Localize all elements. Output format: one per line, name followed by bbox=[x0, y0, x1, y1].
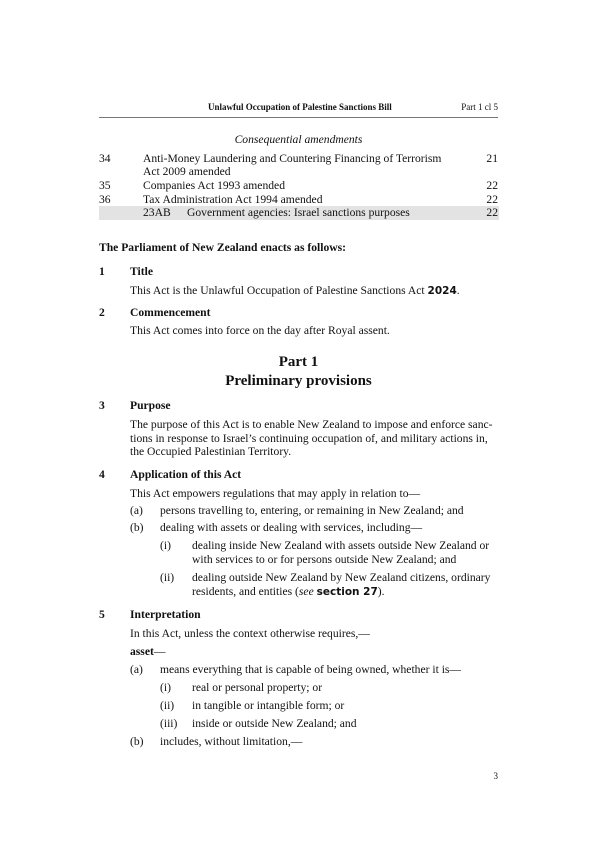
section-number: 4 bbox=[99, 468, 105, 481]
subparagraph-label: (ii) bbox=[160, 699, 175, 712]
subparagraph-text-b: ). bbox=[377, 585, 385, 598]
part-title: Preliminary provisions bbox=[225, 373, 372, 389]
running-header-part-ref: Part 1 cl 5 bbox=[461, 102, 498, 112]
defined-term bbox=[130, 645, 165, 659]
defined-term-dash: — bbox=[153, 645, 166, 658]
paragraph-label: (a) bbox=[130, 504, 143, 517]
defined-term-word: asset bbox=[130, 645, 154, 658]
purpose-line: the Occupied Palestinian Territory. bbox=[130, 445, 292, 458]
section-number: 3 bbox=[99, 399, 105, 412]
subparagraph-text: dealing inside New Zealand with assets outside New Zealand or bbox=[192, 539, 490, 552]
subparagraph-text: in tangible or intangible form; or bbox=[192, 699, 345, 712]
title-text: This Act is the Unlawful Occupation of Palestine Sanctions Act bbox=[130, 284, 428, 297]
act-year: 2024 bbox=[427, 285, 457, 297]
section-heading: Purpose bbox=[130, 399, 171, 412]
paragraph-label: (b) bbox=[130, 735, 144, 748]
section-heading: Application of this Act bbox=[130, 468, 242, 481]
section-heading: Commencement bbox=[130, 306, 211, 319]
paragraph-text: includes, without limitation,— bbox=[160, 735, 303, 748]
toc-number: 36 bbox=[99, 193, 111, 206]
subparagraph-label: (ii) bbox=[160, 571, 175, 584]
purpose-line: tions in response to Israel’s continuing occupation of, and military actions in, bbox=[130, 432, 488, 445]
paragraph-text: persons travelling to, entering, or remaining in New Zealand; and bbox=[160, 504, 464, 517]
see-word: see bbox=[298, 585, 314, 598]
toc-page: 22 bbox=[486, 193, 498, 206]
header-rule bbox=[99, 117, 498, 118]
part-label: Part 1 bbox=[278, 354, 319, 370]
section-intro: This Act empowers regulations that may apply in relation to— bbox=[130, 487, 421, 500]
paragraph-text: dealing with assets or dealing with services, including— bbox=[160, 521, 423, 534]
subparagraph-text bbox=[192, 585, 385, 599]
section-heading: Interpretation bbox=[130, 608, 201, 621]
section-intro: In this Act, unless the context otherwise requires,— bbox=[130, 627, 370, 640]
paragraph-text: means everything that is capable of being owned, whether it is— bbox=[160, 663, 462, 676]
paragraph-label: (b) bbox=[130, 521, 144, 534]
subparagraph-label: (i) bbox=[160, 681, 171, 694]
subparagraph-text: dealing outside New Zealand by New Zealand citizens, ordinary bbox=[192, 571, 491, 584]
subparagraph-label: (iii) bbox=[160, 717, 178, 730]
toc-heading: Consequential amendments bbox=[234, 133, 363, 146]
purpose-line: The purpose of this Act is to enable New Zealand to impose and enforce sanc- bbox=[130, 418, 493, 431]
toc-page: 22 bbox=[486, 206, 498, 219]
title-text-end: . bbox=[456, 284, 460, 297]
section-heading: Title bbox=[130, 265, 153, 278]
page-number: 3 bbox=[493, 771, 498, 781]
subparagraph-text: real or personal property; or bbox=[192, 681, 323, 694]
toc-title-continued: Act 2009 amended bbox=[143, 165, 231, 178]
section-number: 5 bbox=[99, 608, 105, 621]
running-header-title: Unlawful Occupation of Palestine Sanctions Bill bbox=[208, 102, 392, 112]
paragraph-label: (a) bbox=[130, 663, 143, 676]
section-text: This Act comes into force on the day after Royal assent. bbox=[130, 324, 390, 337]
cross-reference-link[interactable]: section 27 bbox=[316, 586, 378, 598]
subparagraph-text: inside or outside New Zealand; and bbox=[192, 717, 357, 730]
toc-title: Government agencies: Israel sanctions purposes bbox=[187, 206, 410, 219]
subparagraph-label: (i) bbox=[160, 539, 171, 552]
toc-title: Companies Act 1993 amended bbox=[143, 179, 285, 192]
toc-number: 34 bbox=[99, 152, 111, 165]
section-number: 2 bbox=[99, 306, 105, 319]
toc-number: 23AB bbox=[143, 206, 171, 219]
section-number: 1 bbox=[99, 265, 105, 278]
toc-page: 22 bbox=[486, 179, 498, 192]
toc-number: 35 bbox=[99, 179, 111, 192]
subparagraph-text-a: residents, and entities ( bbox=[192, 585, 299, 598]
toc-title: Tax Administration Act 1994 amended bbox=[143, 193, 323, 206]
toc-page: 21 bbox=[486, 152, 498, 165]
section-text bbox=[130, 284, 460, 298]
subparagraph-text: with services to or for persons outside New Zealand; and bbox=[192, 553, 457, 566]
toc-title: Anti-Money Laundering and Countering Financing of Terrorism bbox=[143, 152, 442, 165]
enacting-formula: The Parliament of New Zealand enacts as follows: bbox=[99, 241, 346, 254]
